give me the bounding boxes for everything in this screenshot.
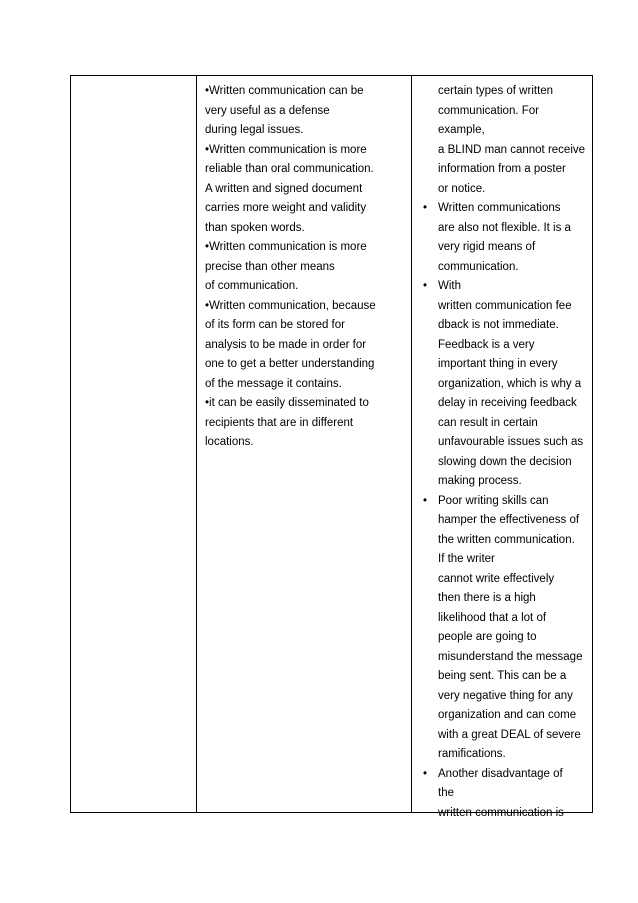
line-text: or notice. [438,182,486,195]
bullet-item-line [418,492,594,512]
line-text: certain types of written [438,85,554,97]
line-text: delay in receiving feedback [438,397,577,409]
line-text: written communication is [438,806,564,819]
line-text: communication. [438,260,519,273]
text-line: one to get a better understanding [205,358,375,370]
text-line: carries more weight and validity [205,202,367,214]
line-text: organization, which is why a [438,377,582,390]
line-text: Written communications [438,202,561,214]
text-line: •Written communication, because [205,299,376,312]
text-line [418,355,594,375]
text-line: very useful as a defense [205,104,330,117]
text-line [418,453,594,473]
advantages-column [205,82,405,453]
comparison-table [70,75,593,819]
line-text: organization and can come [438,709,577,721]
line-text: With [438,280,461,292]
line-text: the [438,787,454,799]
line-text: slowing down the decision [438,455,572,468]
text-line [418,375,594,395]
text-line [418,258,594,278]
text-line [418,180,594,200]
line-text: Poor writing skills can [438,494,549,507]
text-line [418,219,594,239]
text-line [418,589,594,609]
text-line [418,687,594,707]
text-line [418,531,594,551]
line-text: very negative thing for any [438,689,573,702]
text-line [418,316,594,336]
text-line: analysis to be made in order for [205,338,367,351]
line-text: communication. For [438,104,539,117]
text-line: of communication. [205,280,299,292]
text-line: •it can be easily disseminated to [205,397,369,409]
bullet-icon: • [423,202,428,214]
column-divider [411,76,412,812]
text-line [418,121,594,141]
text-line [418,745,594,765]
text-line [418,297,594,317]
text-line [418,82,594,102]
text-line: •Written communication can be [205,85,364,97]
bullet-icon: • [423,494,428,507]
line-text: unfavourable issues such as [438,436,584,448]
text-line: precise than other means [205,260,335,273]
bullet-icon: • [423,767,428,780]
text-line [418,141,594,161]
text-line [418,570,594,590]
text-line [418,706,594,726]
line-text: If the writer [438,553,495,565]
line-text: example, [438,124,485,136]
text-line [418,102,594,122]
text-line [418,667,594,687]
text-line: of its form can be stored for [205,319,345,331]
text-line [418,472,594,492]
line-text: dback is not immediate. [438,319,559,331]
line-text: people are going to [438,631,537,643]
text-line [418,414,594,434]
text-line [418,784,594,804]
line-text: important thing in every [438,358,558,370]
line-text: with a great DEAL of severe [438,728,581,741]
line-text: ramifications. [438,748,506,760]
text-line [418,433,594,453]
text-line: recipients that are in different [205,416,354,429]
text-line [418,726,594,746]
text-line [418,511,594,531]
text-line [418,160,594,180]
line-text: then there is a high [438,592,536,604]
line-text: hamper the effectiveness of [438,514,580,526]
text-line [418,648,594,668]
text-line [418,550,594,570]
text-line [418,804,594,824]
text-line [418,336,594,356]
text-line [418,394,594,414]
text-line: of the message it contains. [205,377,342,390]
line-text: can result in certain [438,416,538,429]
bullet-item-line [418,765,594,785]
bullet-item-line [418,277,594,297]
line-text: likelihood that a lot of [438,611,547,624]
line-text: cannot write effectively [438,572,555,585]
line-text: written communication fee [438,299,572,312]
line-text: very rigid means of [438,241,536,253]
text-line [418,628,594,648]
text-line: A written and signed document [205,182,363,195]
disadvantages-column [418,82,594,823]
text-line: •Written communication is more [205,143,367,156]
column-divider [196,76,197,812]
text-line: locations. [205,436,254,448]
line-text: making process. [438,475,522,487]
line-text: being sent. This can be a [438,670,567,682]
text-line [418,609,594,629]
line-text: are also not flexible. It is a [438,221,571,234]
line-text: the written communication. [438,533,575,546]
line-text: Feedback is a very [438,338,535,351]
line-text: Another disadvantage of [438,767,563,780]
text-line: •Written communication is more [205,241,367,253]
text-line [418,238,594,258]
bullet-item-line [418,199,594,219]
text-line: than spoken words. [205,221,305,234]
bullet-icon: • [423,280,428,292]
text-line: reliable than oral communication. [205,163,374,175]
line-text: information from a poster [438,163,566,175]
text-line: during legal issues. [205,124,304,136]
line-text: a BLIND man cannot receive [438,143,586,156]
line-text: misunderstand the message [438,650,583,663]
